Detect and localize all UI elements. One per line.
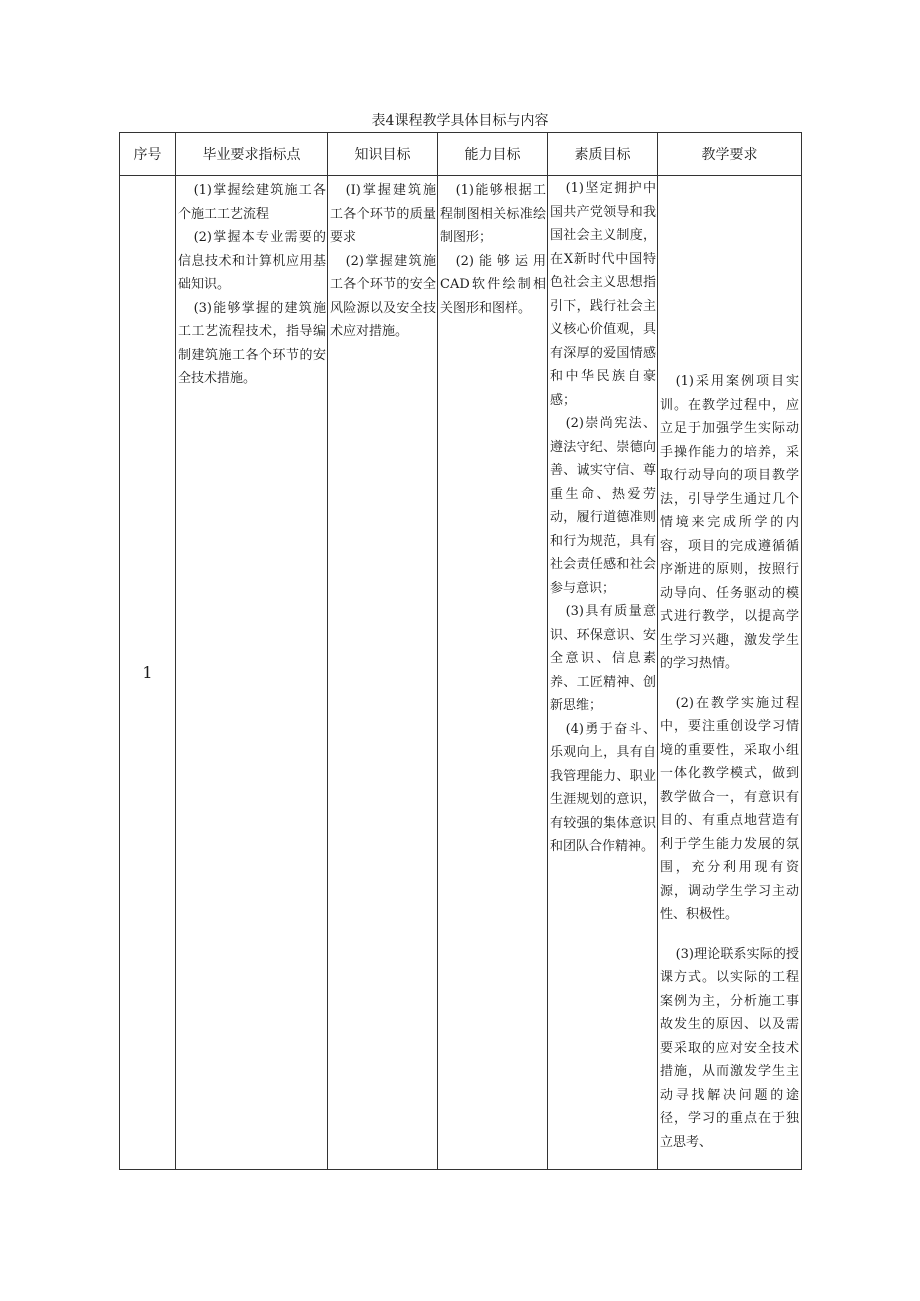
quality-item: (1)坚定拥护中国共产党领导和我国社会主义制度，在X新时代中国特色社会主义思想指引下，践行社会主义核心价值观，具有深厚的爱国情感和中华民族自豪感； [550,181,656,408]
quality-item: (2)崇尚宪法、遵法守纪、崇德向善、诚实守信、尊重生命、热爱劳动，履行道德准则和行为规范，具有社会责任感和社会参与意识； [550,416,656,596]
header-teaching-requirements: 教学要求 [658,133,802,176]
header-graduation-requirements: 毕业要求指标点 [176,133,328,176]
teaching-item: (2)在教学实施过程中，要注重创设学习情境的重要性，采取小组一体化教学模式，做到教学做合一，有意识有目的、有重点地营造有利于学生能力发展的氛围，充分利用现有资源，调动学生学习主动性、积极性。 [660,695,799,922]
teaching-item: (3)理论联系实际的授课方式。以实际的工程案例为主，分析施工事故发生的原因、以及需要采取的应对安全技术措施，从而激发学生主动寻找解决问题的途径，学习的重点在于独立思考、 [660,946,799,1150]
ability-item: (1)能够根据工程制图相关标准绘制图形； [440,183,546,245]
header-ability-goals: 能力目标 [438,133,548,176]
quality-item: (3)具有质量意识、环保意识、安全意识、信息素养、工匠精神、创新思维； [550,604,656,713]
row-number: 1 [120,176,176,1170]
header-number: 序号 [120,133,176,176]
ability-goals-cell [438,176,548,1170]
teaching-requirements-cell [658,176,802,1170]
table-row [120,176,802,1170]
graduation-requirements-cell [176,176,328,1170]
ability-item: (2)能够运用CAD软件绘制相关图形和图样。 [440,253,546,316]
knowledge-item: (I)掌握建筑施工各个环节的质量要求 [330,183,436,245]
graduation-item: (3)能够掌握的建筑施工工艺流程技术，指导编制建筑施工各个环节的安全技术措施。 [178,300,326,386]
table-caption: 表4课程教学具体目标与内容 [371,113,549,129]
graduation-item: (1)掌握绘建筑施工各个施工工艺流程 [178,183,326,222]
header-knowledge-goals: 知识目标 [328,133,438,176]
quality-goals-cell [548,176,658,1170]
knowledge-goals-cell [328,176,438,1170]
quality-item: (4)勇于奋斗、乐观向上，具有自我管理能力、职业生涯规划的意识，有较强的集体意识和团队合作精神。 [550,721,656,854]
graduation-item: (2)掌握本专业需要的信息技术和计算机应用基础知识。 [178,230,326,292]
header-quality-goals: 素质目标 [548,133,658,176]
teaching-item: (1)采用案例项目实训。在教学过程中，应立足于加强学生实际动手操作能力的培养，采取行动导向的项目教学法，引导学生通过几个情境来完成所学的内容，项目的完成遵循循序渐进的原则，按照行动导向、任务驱动的模式进行教学，以提高学生学习兴趣，激发学生的学习热情。 [660,374,799,671]
table-header-row [120,133,802,176]
course-objectives-table [119,132,802,1170]
knowledge-item: (2)掌握建筑施工各个环节的安全风险源以及安全技术应对措施。 [330,253,436,339]
